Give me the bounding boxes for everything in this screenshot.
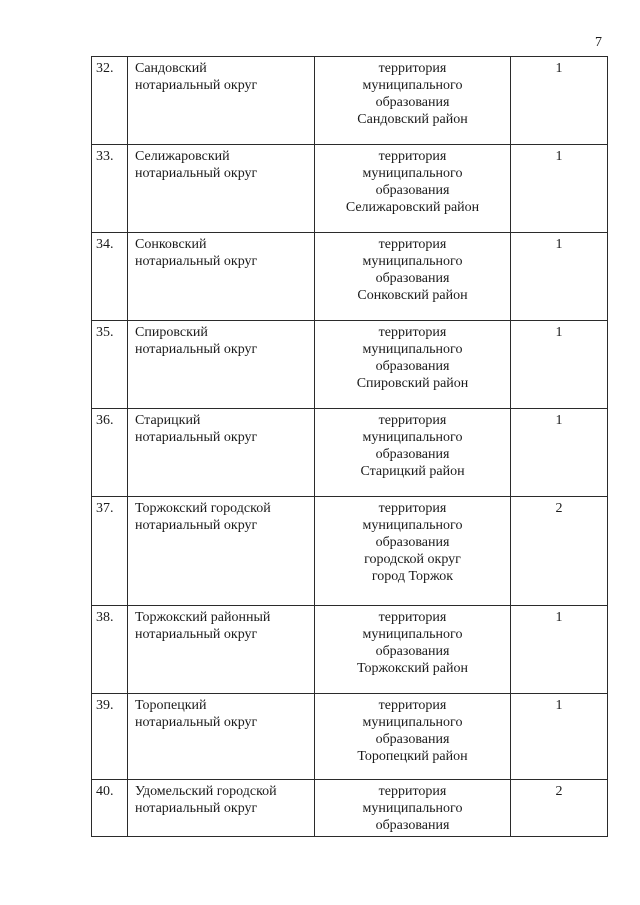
territory-line: Торжокский район bbox=[357, 661, 468, 676]
territory-line: территория bbox=[378, 698, 447, 713]
table-row bbox=[92, 497, 608, 606]
territory-line: Сандовский район bbox=[357, 112, 468, 127]
row-number-cell: 32. bbox=[92, 57, 128, 145]
district-name-line: нотариальный округ bbox=[135, 254, 258, 269]
territory-line: Сонковский район bbox=[357, 288, 468, 303]
territory-cell bbox=[315, 694, 511, 780]
notary-districts-table bbox=[91, 56, 608, 837]
district-name-line: нотариальный округ bbox=[135, 342, 258, 357]
row-number-cell: 35. bbox=[92, 321, 128, 409]
territory-line: Торопецкий район bbox=[357, 749, 468, 764]
territory-line: муниципального bbox=[362, 715, 463, 730]
territory-line: территория bbox=[378, 610, 447, 625]
table-row bbox=[92, 780, 608, 837]
territory-cell bbox=[315, 780, 511, 837]
row-number-cell: 40. bbox=[92, 780, 128, 837]
territory-line: муниципального bbox=[362, 518, 463, 533]
territory-line: Спировский район bbox=[356, 376, 469, 391]
notary-count-cell: 2 bbox=[511, 780, 608, 837]
territory-line: город Торжок bbox=[371, 569, 454, 584]
district-name-line: нотариальный округ bbox=[135, 627, 258, 642]
district-name-line: Торжокский районный bbox=[135, 610, 271, 625]
district-name-line: Сандовский bbox=[135, 61, 207, 76]
territory-line: муниципального bbox=[362, 254, 463, 269]
row-number-cell: 36. bbox=[92, 409, 128, 497]
territory-line: муниципального bbox=[362, 801, 463, 816]
district-name-cell bbox=[128, 233, 315, 321]
district-name-line: Селижаровский bbox=[135, 149, 230, 164]
notary-count-cell: 1 bbox=[511, 233, 608, 321]
district-name-line: Сонковский bbox=[135, 237, 207, 252]
territory-line: территория bbox=[378, 325, 447, 340]
table-row bbox=[92, 57, 608, 145]
table-row bbox=[92, 145, 608, 233]
table-body bbox=[92, 57, 608, 837]
row-number-cell: 37. bbox=[92, 497, 128, 606]
territory-line: территория bbox=[378, 784, 447, 799]
row-number-cell: 33. bbox=[92, 145, 128, 233]
territory-line: образования bbox=[375, 271, 450, 286]
territory-line: образования bbox=[375, 644, 450, 659]
district-name-line: Торопецкий bbox=[135, 698, 207, 713]
district-name-cell bbox=[128, 321, 315, 409]
district-name-cell bbox=[128, 780, 315, 837]
territory-line: Селижаровский район bbox=[345, 200, 480, 215]
row-number-cell: 38. bbox=[92, 606, 128, 694]
row-number-cell: 39. bbox=[92, 694, 128, 780]
territory-cell bbox=[315, 409, 511, 497]
notary-count-cell: 1 bbox=[511, 606, 608, 694]
territory-line: территория bbox=[378, 61, 447, 76]
territory-line: образования bbox=[375, 535, 450, 550]
notary-count-cell: 1 bbox=[511, 694, 608, 780]
district-name-line: нотариальный округ bbox=[135, 518, 258, 533]
territory-line: образования bbox=[375, 732, 450, 747]
notary-count-cell: 1 bbox=[511, 409, 608, 497]
territory-cell bbox=[315, 57, 511, 145]
territory-line: муниципального bbox=[362, 78, 463, 93]
district-name-line: Торжокский городской bbox=[135, 501, 271, 516]
territory-cell bbox=[315, 321, 511, 409]
table-row bbox=[92, 321, 608, 409]
district-name-cell bbox=[128, 145, 315, 233]
territory-line: территория bbox=[378, 149, 447, 164]
territory-line: муниципального bbox=[362, 166, 463, 181]
notary-count-cell: 1 bbox=[511, 145, 608, 233]
row-number-cell: 34. bbox=[92, 233, 128, 321]
territory-line: образования bbox=[375, 359, 450, 374]
territory-line: муниципального bbox=[362, 342, 463, 357]
district-name-line: Удомельский городской bbox=[135, 784, 277, 799]
notary-count-cell: 1 bbox=[511, 321, 608, 409]
territory-line: муниципального bbox=[362, 627, 463, 642]
district-name-cell bbox=[128, 606, 315, 694]
notary-count-cell: 2 bbox=[511, 497, 608, 606]
table-row bbox=[92, 694, 608, 780]
notary-count-cell: 1 bbox=[511, 57, 608, 145]
territory-line: образования bbox=[375, 818, 450, 833]
district-name-cell bbox=[128, 497, 315, 606]
territory-line: образования bbox=[375, 95, 450, 110]
district-name-line: нотариальный округ bbox=[135, 78, 258, 93]
district-name-cell bbox=[128, 409, 315, 497]
territory-line: городской округ bbox=[364, 552, 461, 567]
table-row bbox=[92, 233, 608, 321]
territory-line: территория bbox=[378, 501, 447, 516]
district-name-line: Спировский bbox=[135, 325, 208, 340]
page-number: 7 bbox=[595, 35, 602, 50]
territory-line: образования bbox=[375, 447, 450, 462]
territory-cell bbox=[315, 497, 511, 606]
district-name-line: нотариальный округ bbox=[135, 715, 258, 730]
territory-line: муниципального bbox=[362, 430, 463, 445]
territory-line: территория bbox=[378, 413, 447, 428]
territory-line: образования bbox=[375, 183, 450, 198]
district-name-line: Старицкий bbox=[135, 413, 201, 428]
territory-line: Старицкий район bbox=[360, 464, 465, 479]
territory-cell bbox=[315, 606, 511, 694]
district-name-line: нотариальный округ bbox=[135, 166, 258, 181]
table-row bbox=[92, 606, 608, 694]
district-name-cell bbox=[128, 694, 315, 780]
district-name-line: нотариальный округ bbox=[135, 801, 258, 816]
territory-cell bbox=[315, 233, 511, 321]
territory-line: территория bbox=[378, 237, 447, 252]
territory-cell bbox=[315, 145, 511, 233]
district-name-line: нотариальный округ bbox=[135, 430, 258, 445]
table-row bbox=[92, 409, 608, 497]
district-name-cell bbox=[128, 57, 315, 145]
